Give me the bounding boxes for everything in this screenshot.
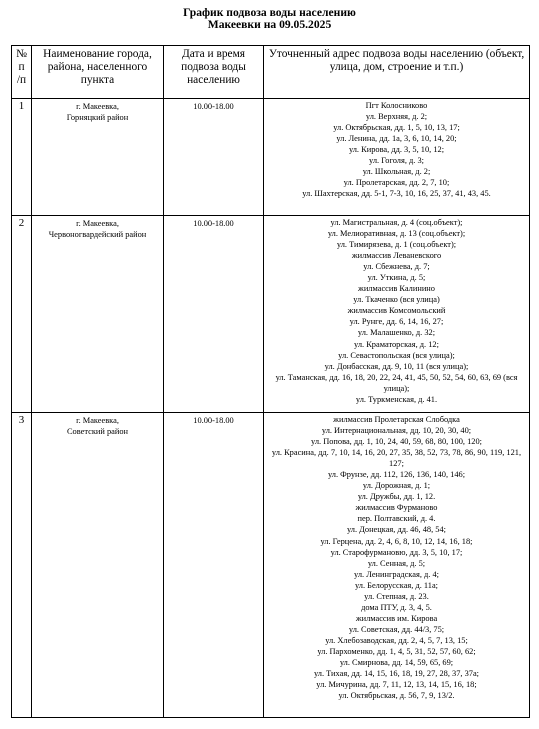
row-number: 3 (12, 413, 32, 718)
address-line: ул. Туркменская, д. 41. (355, 394, 438, 404)
address-line: ул. Кирова, дд. 3, 5, 10, 12; (348, 145, 445, 155)
address-line: ул. Сенная, д. 5; (367, 558, 426, 568)
row-city-text: г. Макеевка, Червоногвардейский район (48, 219, 147, 240)
address-line: ул. Советская, дд. 44/3, 75; (348, 624, 445, 634)
header-address: Уточненный адрес подвоза воды населению (объект, улица, дом, строение и т.п.) (264, 46, 530, 99)
address-line: жилмассив Комсомольский (347, 306, 446, 316)
row-city (32, 216, 164, 413)
address-line: ул. Сбежнева, д. 7; (363, 262, 430, 272)
address-line: ул. Уткина, д. 5; (367, 273, 426, 283)
row-city (32, 413, 164, 718)
address-line: ул. Магистральная, д. 4 (соц.объект); (330, 218, 463, 227)
row-addresses (264, 216, 530, 413)
address-line: ул. Герцена, дд. 2, 4, 6, 8, 10, 12, 14, 16, 18; (320, 536, 473, 546)
header-num-text: № п /п (16, 48, 27, 86)
address-line: ул. Мичурина, дд. 7, 11, 12, 13, 14, 15, 16, 18; (316, 680, 477, 690)
address-line: ул. Гоголя, д. 3; (369, 156, 424, 166)
address-line: жилмассив им. Кирова (355, 613, 438, 623)
row-city-text: г. Макеевка, Горняцкий район (66, 102, 129, 123)
water-delivery-table (11, 45, 530, 718)
row-addresses (264, 99, 530, 216)
address-line: ул. Попова, дд. 1, 10, 24, 40, 59, 68, 80, 100, 120; (311, 437, 482, 447)
address-line: ул. Дружбы, дд. 1, 12. (357, 492, 436, 502)
row-number: 1 (12, 99, 32, 216)
address-line: ул. Севастопольская (вся улица); (338, 350, 455, 360)
address-line: ул. Тимирязева, д. 1 (соц.объект); (336, 240, 457, 250)
address-line: ул. Малашенко, д. 32; (357, 328, 436, 338)
row-time: 10.00-18.00 (164, 216, 264, 413)
address-line: ул. Верхняя, д. 2; (365, 112, 428, 122)
address-line: жилмассив Леваневского (351, 251, 442, 261)
address-line: ул. Донбасская, дд. 9, 10, 11 (вся улица); (324, 361, 469, 371)
address-line: ул. Интернациональная, дд. 10, 20, 30, 40; (321, 426, 472, 436)
row-city (32, 99, 164, 216)
row-addresses (264, 413, 530, 718)
address-line: Пгт Колосниково (365, 101, 428, 110)
header-time: Дата и время подвоза воды населению (164, 46, 264, 99)
row-city-text: г. Макеевка, Советский район (66, 416, 129, 437)
header-city: Наименование города, района, населенного пункта (32, 46, 164, 99)
address-line: ул. Таманская, дд. 16, 18, 20, 22, 24, 41, 45, 50, 52, 54, 60, 63, 69 (вся улица); (275, 372, 518, 393)
table-header-row (12, 46, 530, 99)
row-time: 10.00-18.00 (164, 413, 264, 718)
address-line: ул. Октябрьская, д. 56, 7, 9, 13/2. (338, 691, 455, 701)
document-subtitle: Макеевки на 09.05.2025 (207, 18, 332, 31)
address-line: ул. Ленинградская, д. 4; (354, 569, 439, 579)
address-line: ул. Школьная, д. 2; (362, 167, 431, 177)
address-line: ул. Фрунзе, дд. 112, 126, 136, 140, 146; (327, 470, 466, 480)
address-line: ул. Тихая, дд. 14, 15, 16, 18, 19, 27, 28, 37, 37а; (313, 669, 480, 679)
row-number: 2 (12, 216, 32, 413)
address-line: ул. Мелиоративная, д. 13 (соц.объект); (327, 229, 466, 239)
address-line: ул. Хлебозаводская, дд. 2, 4, 5, 7, 13, 15; (325, 635, 468, 645)
address-line: ул. Краматорская, д. 12; (354, 339, 439, 349)
address-line: ул. Пролетарская, дд. 2, 7, 10; (343, 178, 450, 188)
address-line: ул. Белорусская, д. 11а; (354, 580, 439, 590)
address-line: дома ПТУ, д. 3, 4, 5. (361, 602, 432, 612)
header-num (12, 46, 32, 99)
table-row (12, 99, 530, 216)
address-line: ул. Старофурмановю, дд. 3, 5, 10, 17; (330, 547, 463, 557)
address-line: жилмассив Калинино (358, 284, 435, 294)
address-line: жилмассив Пролетарская Слободка (333, 415, 460, 424)
address-line: ул. Ткаченко (вся улица) (353, 295, 440, 305)
address-line: ул. Ленина, дд. 1а, 3, 6, 10, 14, 20; (336, 134, 457, 144)
address-line: пер. Полтавский, д. 4. (357, 514, 436, 524)
table-row (12, 413, 530, 718)
address-line: ул. Шахтерская, дд. 5-1, 7-3, 10, 16, 25, 37, 41, 43, 45. (302, 189, 491, 199)
address-line: ул. Рунге, дд. 6, 14, 16, 27; (349, 317, 444, 327)
address-line: ул. Донецкая, дд. 46, 48, 54; (346, 525, 446, 535)
document-title: График подвоза воды населению (183, 6, 356, 19)
table-row (12, 216, 530, 413)
address-line: жилмассив Фурманово (355, 503, 438, 513)
address-line: ул. Степная, д. 23. (364, 591, 429, 601)
address-line: ул. Дорожная, д. 1; (362, 481, 431, 491)
address-line: ул. Смирнова, дд. 14, 59, 65, 69; (339, 658, 454, 668)
address-line: ул. Красина, дд. 7, 10, 14, 16, 20, 27, 35, 38, 52, 73, 78, 86, 90, 119, 121, 127; (271, 448, 522, 469)
address-line: ул. Октябрьская, дд. 1, 5, 10, 13, 17; (333, 123, 460, 133)
address-line: ул. Пархоменко, дд. 1, 4, 5, 31, 52, 57, 60, 62; (317, 646, 476, 656)
row-time: 10.00-18.00 (164, 99, 264, 216)
